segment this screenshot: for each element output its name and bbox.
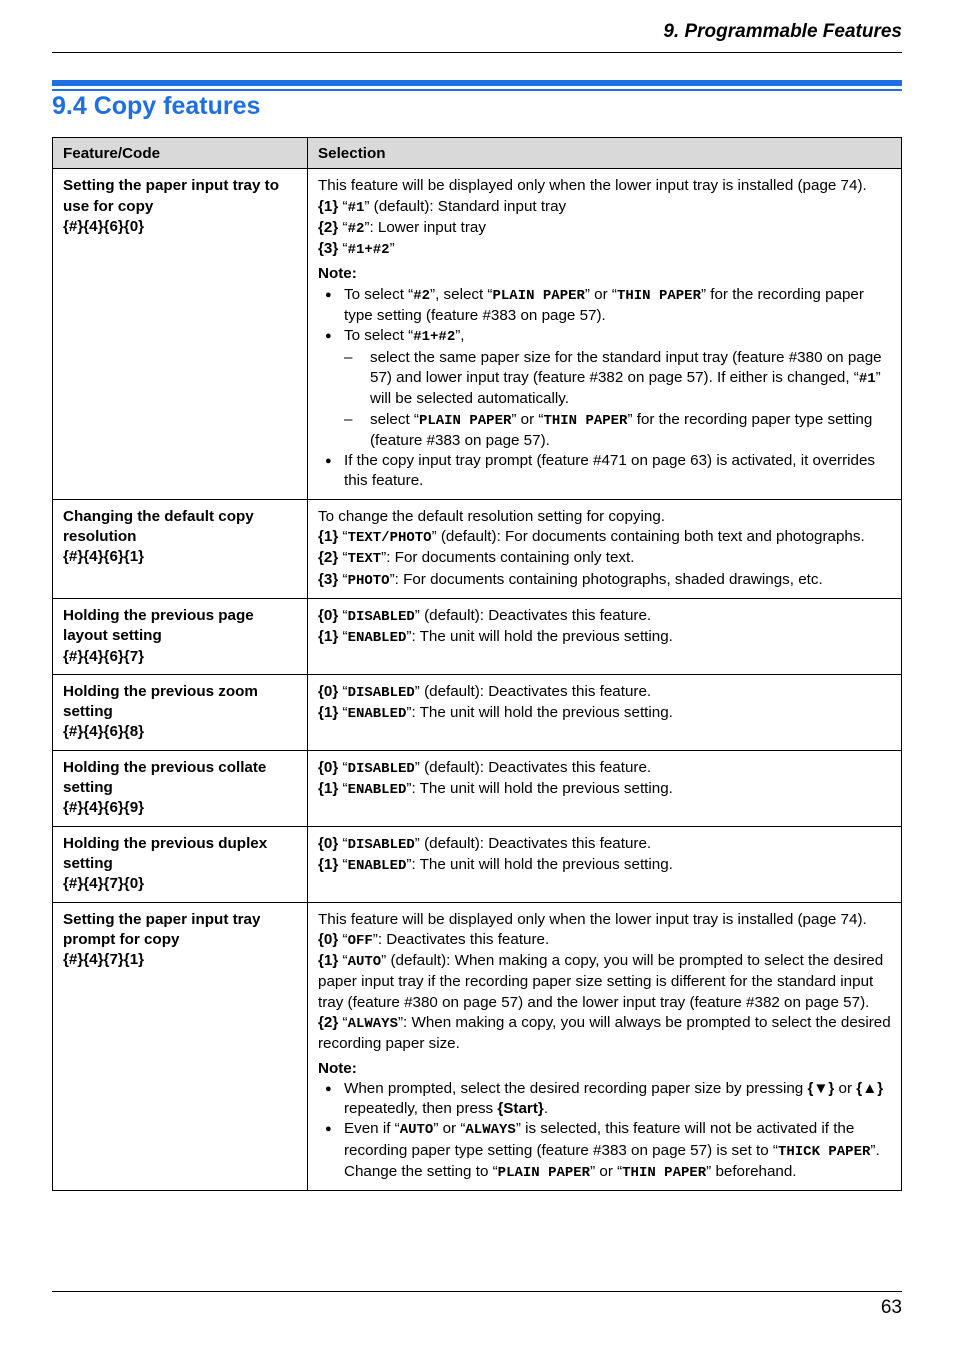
note-text: If the copy input tray prompt (feature #471 on page 63) is activated, it overrides this feature. (344, 452, 876, 490)
quote-close: ” (406, 704, 412, 722)
column-header-feature: Feature/Code (53, 138, 308, 169)
section-bar (52, 80, 902, 86)
quote-close: ” (364, 218, 370, 236)
option-desc: : For documents containing photographs, shaded drawings, etc. (394, 570, 823, 588)
table-row (53, 499, 902, 598)
selection-cell (308, 169, 902, 499)
feature-name: Holding the previous page layout setting (63, 606, 254, 645)
table-row (53, 674, 902, 750)
quote-close: ” (389, 570, 395, 588)
selection-cell (308, 826, 902, 902)
quote-open: “ (338, 528, 348, 546)
note-text: ” or “ (584, 285, 617, 303)
option-line (318, 239, 891, 260)
quote-open: “ (338, 930, 348, 948)
feature-code: {#}{4}{7}{1} (63, 951, 145, 969)
selection-intro: This feature will be displayed only when the lower input tray is installed (page 74). (318, 177, 867, 195)
note-list (318, 285, 891, 492)
option-line (318, 548, 891, 569)
header-rule (52, 52, 902, 53)
option-key: {0} (318, 606, 339, 624)
option-value: DISABLED (347, 760, 415, 777)
option-line (318, 1013, 891, 1055)
option-desc: : Lower input tray (369, 218, 486, 236)
option-key: {0} (318, 930, 339, 948)
note-item (318, 1119, 891, 1183)
feature-cell (53, 598, 308, 674)
quote-open: “ (338, 606, 348, 624)
option-line (318, 834, 891, 855)
note-item (318, 451, 891, 492)
option-value: #2 (347, 220, 365, 237)
note-text: ”, (455, 327, 465, 345)
note-text: ” or “ (590, 1163, 623, 1181)
option-desc: (default): When making a copy, you will be prompted to select the desired paper input tray if the recording paper size setting is different for the standard input tray (feature #380 on page 57) and the lower input tray (feature #382 on page 57). (318, 952, 884, 1011)
note-item (318, 1079, 891, 1120)
note-code: THIN PAPER (622, 1165, 707, 1182)
option-desc: : For documents containing only text. (386, 549, 635, 567)
note-text: . (543, 1100, 549, 1118)
footer-rule (52, 1291, 902, 1292)
table-row (53, 598, 902, 674)
option-line (318, 570, 891, 591)
down-arrow-key: {▼} (807, 1079, 835, 1097)
note-item (318, 326, 891, 451)
option-value: ENABLED (347, 782, 407, 799)
option-value: PHOTO (347, 572, 390, 589)
note-text: ” will be selected automatically. (370, 368, 881, 408)
option-desc: : When making a copy, you will always be prompted to select the desired recording paper size. (318, 1013, 891, 1053)
option-value: #1+#2 (347, 242, 390, 259)
option-desc: (default): Standard input tray (369, 197, 567, 215)
sub-note-item (344, 410, 891, 452)
column-header-selection: Selection (308, 138, 902, 169)
option-desc: (default): Deactivates this feature. (419, 682, 652, 700)
option-key: {1} (318, 704, 339, 722)
note-item (318, 285, 891, 327)
sub-note-item (344, 348, 891, 410)
option-value: DISABLED (347, 608, 415, 625)
option-value: DISABLED (347, 684, 415, 701)
quote-close: ” (381, 549, 387, 567)
section-bar-thin (52, 89, 902, 91)
quote-close: ” (381, 952, 387, 970)
copy-features-table (52, 137, 902, 1191)
table-row (53, 826, 902, 902)
page-number: 63 (880, 1297, 902, 1318)
option-line (318, 758, 891, 779)
note-code: THIN PAPER (616, 287, 701, 304)
feature-cell (53, 750, 308, 826)
option-key: {1} (318, 528, 339, 546)
option-value: TEXT (347, 551, 382, 568)
option-key: {1} (318, 952, 339, 970)
selection-cell (308, 598, 902, 674)
note-text: ”. Change the setting to “ (344, 1141, 880, 1181)
option-key: {1} (318, 855, 339, 873)
note-text: ” or “ (433, 1120, 466, 1138)
selection-cell (308, 750, 902, 826)
option-line (318, 951, 891, 1013)
quote-open: “ (338, 704, 348, 722)
feature-code: {#}{4}{6}{7} (63, 647, 145, 665)
section-title: 9.4 Copy features (52, 92, 261, 120)
feature-cell (53, 499, 308, 598)
note-text: Even if “ (344, 1120, 400, 1138)
option-line (318, 197, 891, 218)
feature-cell (53, 674, 308, 750)
quote-close: ” (431, 528, 437, 546)
option-desc: : Deactivates this feature. (377, 930, 550, 948)
quote-close: ” (406, 628, 412, 646)
option-desc: (default): Deactivates this feature. (419, 606, 652, 624)
quote-close: ” (364, 197, 370, 215)
note-text: To select “ (344, 285, 414, 303)
option-line (318, 855, 891, 876)
feature-name: Holding the previous duplex setting (63, 834, 268, 872)
table-row (53, 750, 902, 826)
option-key: {0} (318, 682, 339, 700)
note-title: Note: (318, 265, 357, 283)
feature-name: Changing the default copy resolution (63, 507, 254, 546)
option-desc: : The unit will hold the previous setting. (411, 704, 673, 722)
quote-open: “ (338, 240, 348, 258)
note-code: THICK PAPER (777, 1143, 871, 1160)
page-header-title: 9. Programmable Features (663, 21, 902, 42)
option-key: {3} (318, 570, 339, 588)
note-code: PLAIN PAPER (497, 1165, 591, 1182)
quote-close: ” (414, 758, 420, 776)
note-text: ” for the recording paper type setting (feature #383 on page 57). (370, 410, 873, 449)
note-text: repeatedly, then press (344, 1100, 498, 1118)
feature-name: Holding the previous zoom setting (63, 682, 258, 721)
option-key: {2} (318, 218, 339, 236)
note-code: #1+#2 (413, 329, 456, 346)
feature-code: {#}{4}{6}{1} (63, 548, 145, 566)
option-value: DISABLED (347, 836, 415, 853)
option-value: ENABLED (347, 706, 407, 723)
note-list (318, 1079, 891, 1183)
option-desc: (default): Deactivates this feature. (419, 758, 652, 776)
option-value: ALWAYS (347, 1015, 398, 1032)
quote-open: “ (338, 218, 348, 236)
quote-open: “ (338, 570, 348, 588)
feature-name: Setting the paper input tray to use for copy (63, 177, 280, 215)
note-text: To select “ (344, 327, 414, 345)
note-code: #1 (858, 370, 876, 387)
table-row (53, 169, 902, 499)
option-line (318, 527, 891, 548)
feature-name: Setting the paper input tray prompt for copy (63, 910, 261, 948)
note-text: ” or “ (511, 410, 544, 428)
note-text: ”, select “ (430, 285, 493, 303)
feature-code: {#}{4}{7}{0} (63, 875, 145, 893)
option-desc: : The unit will hold the previous setting. (411, 780, 673, 798)
note-code: THIN PAPER (543, 412, 628, 429)
note-text: select “ (370, 410, 419, 428)
option-value: OFF (347, 932, 373, 949)
up-arrow-key: {▲} (856, 1079, 884, 1097)
note-text: ” for the recording paper type setting (feature #383 on page 57). (344, 285, 864, 325)
option-key: {2} (318, 1013, 339, 1031)
quote-open: “ (338, 834, 348, 852)
quote-open: “ (338, 549, 348, 567)
feature-cell (53, 826, 308, 902)
note-code: AUTO (399, 1122, 434, 1139)
feature-cell (53, 902, 308, 1191)
note-text: select the same paper size for the standard input tray (feature #380 on page 57) and lower input tray (feature #382 on page 57). If either is changed, “ (370, 348, 882, 386)
note-code: PLAIN PAPER (418, 412, 512, 429)
option-key: {1} (318, 628, 339, 646)
selection-cell (308, 902, 902, 1191)
quote-close: ” (372, 930, 378, 948)
quote-open: “ (338, 197, 348, 215)
note-text: or (834, 1079, 857, 1097)
quote-close: ” (414, 834, 420, 852)
selection-cell (308, 674, 902, 750)
selection-intro: This feature will be displayed only when the lower input tray is installed (page 74). (318, 910, 867, 928)
quote-open: “ (338, 628, 348, 646)
feature-cell (53, 169, 308, 499)
option-value: ENABLED (347, 630, 407, 647)
quote-close: ” (406, 855, 412, 873)
option-key: {0} (318, 834, 339, 852)
sub-note-list (344, 348, 891, 451)
option-desc: : The unit will hold the previous setting. (411, 855, 673, 873)
option-key: {2} (318, 549, 339, 567)
note-code: #2 (413, 287, 431, 304)
quote-close: ” (389, 240, 395, 258)
option-value: AUTO (347, 954, 382, 971)
option-key: {1} (318, 780, 339, 798)
quote-open: “ (338, 952, 348, 970)
feature-code: {#}{4}{6}{0} (63, 217, 145, 235)
table-row (53, 902, 902, 1191)
option-key: {0} (318, 758, 339, 776)
quote-close: ” (414, 606, 420, 624)
feature-name: Holding the previous collate setting (63, 758, 267, 797)
quote-close: ” (406, 780, 412, 798)
quote-open: “ (338, 682, 348, 700)
note-code: PLAIN PAPER (492, 287, 585, 304)
option-desc: (default): Deactivates this feature. (419, 834, 652, 852)
option-key: {1} (318, 197, 339, 215)
option-value: #1 (347, 199, 365, 216)
table-header-row (53, 138, 902, 169)
option-line (318, 682, 891, 703)
feature-code: {#}{4}{6}{8} (63, 723, 145, 741)
option-line (318, 606, 891, 627)
option-line (318, 779, 891, 800)
quote-open: “ (338, 780, 348, 798)
quote-open: “ (338, 855, 348, 873)
option-value: TEXT/PHOTO (347, 530, 432, 547)
note-text: ” beforehand. (706, 1163, 797, 1181)
note-text: ” is selected, this feature will not be activated if the recording paper type setting (feature #383 on page 57) is set to “ (344, 1120, 855, 1159)
selection-cell (308, 499, 902, 598)
note-code: ALWAYS (465, 1122, 516, 1139)
option-line (318, 703, 891, 724)
start-key: {Start} (497, 1100, 544, 1118)
option-value: ENABLED (347, 857, 407, 874)
feature-code: {#}{4}{6}{9} (63, 799, 145, 817)
option-line (318, 218, 891, 239)
option-line (318, 627, 891, 648)
option-desc: (default): For documents containing both text and photographs. (436, 528, 865, 546)
note-title: Note: (318, 1059, 357, 1077)
quote-close: ” (397, 1013, 404, 1031)
selection-intro: To change the default resolution setting for copying. (318, 507, 666, 525)
option-key: {3} (318, 240, 339, 258)
note-text: When prompted, select the desired recording paper size by pressing (344, 1079, 808, 1097)
option-desc: : The unit will hold the previous setting. (411, 628, 673, 646)
option-line (318, 930, 891, 951)
quote-open: “ (338, 758, 348, 776)
quote-open: “ (338, 1013, 348, 1031)
quote-close: ” (414, 682, 420, 700)
